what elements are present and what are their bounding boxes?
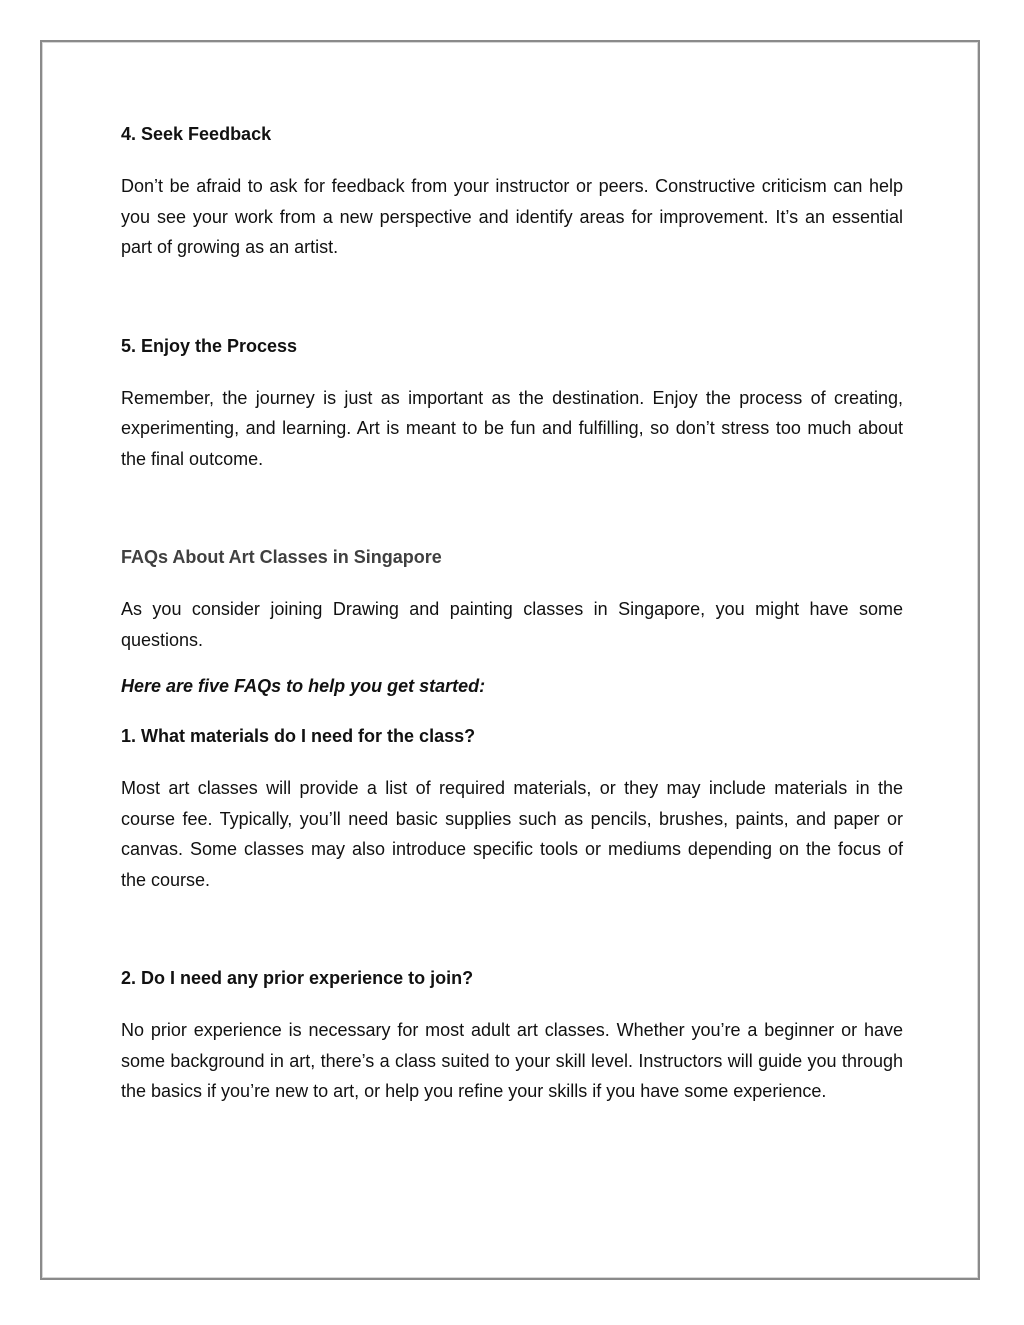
- heading-seek-feedback: 4. Seek Feedback: [121, 124, 272, 144]
- paragraph-seek-feedback: Don’t be afraid to ask for feedback from your instructor or peers. Constructive criticism can help you see your work from a new perspective and identify areas for improvement. It’s an essential part of growing as an artist.: [121, 176, 903, 257]
- faq-answer-2: No prior experience is necessary for most adult art classes. Whether you’re a beginner or have some background in art, there’s a class suited to your skill level. Instructors will guide you through the basics if you’re new to art, or help you refine your skills if you have some experience.: [121, 1020, 903, 1101]
- faq-question-1: 1. What materials do I need for the class?: [121, 726, 476, 746]
- page-content: [121, 121, 903, 1107]
- faq-question-2: 2. Do I need any prior experience to join?: [121, 968, 474, 988]
- heading-faqs: FAQs About Art Classes in Singapore: [121, 547, 442, 567]
- faqs-lead: Here are five FAQs to help you get started:: [121, 676, 486, 696]
- faq-answer-1: Most art classes will provide a list of required materials, or they may include materials in the course fee. Typically, you’ll need basic supplies such as pencils, brushes, paints, and paper or canvas. Some classes may also introduce specific tools or mediums depending on the focus of the course.: [121, 778, 903, 890]
- paragraph-enjoy-process: Remember, the journey is just as important as the destination. Enjoy the process of creating, experimenting, and learning. Art is meant to be fun and fulfilling, so don’t stress too much about the final outcome.: [121, 387, 903, 469]
- paragraph-faqs-intro: As you consider joining Drawing and painting classes in Singapore, you might have some questions.: [121, 599, 903, 650]
- heading-enjoy-process: 5. Enjoy the Process: [121, 335, 298, 356]
